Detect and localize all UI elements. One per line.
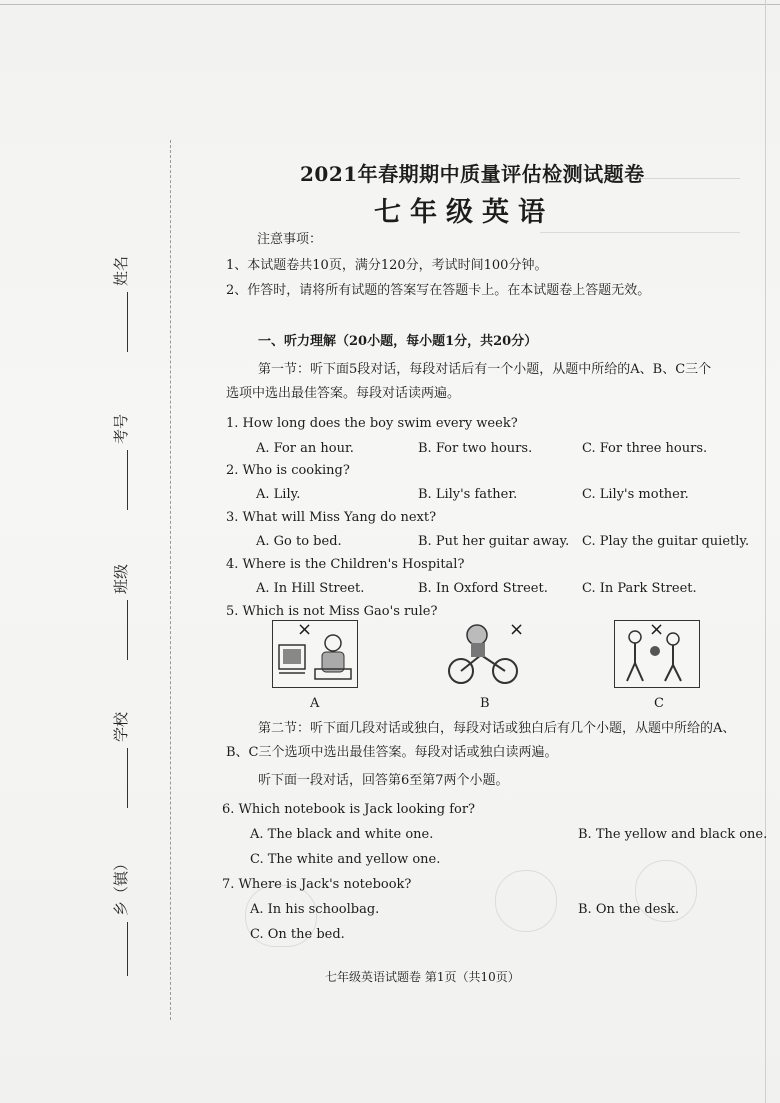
option-c: C. For three hours. bbox=[582, 441, 708, 456]
picture-label-b: B bbox=[480, 696, 490, 711]
part1-instructions-cont: 选项中选出最佳答案。每段对话读两遍。 bbox=[226, 386, 461, 401]
exam-subject: 七年级英语 bbox=[374, 197, 554, 228]
option-c: C. On the bed. bbox=[250, 927, 345, 942]
town-label: 乡（镇） bbox=[111, 856, 130, 917]
question-stem: 5. Which is not Miss Gao's rule? bbox=[226, 604, 438, 619]
option-c: C. The white and yellow one. bbox=[250, 852, 441, 867]
name-label: 姓名 bbox=[111, 255, 130, 286]
exam-title: 2021年春期期中质量评估检测试题卷 bbox=[300, 162, 645, 186]
part1-instructions: 第一节：听下面5段对话，每段对话后有一个小题，从题中所给的A、B、C三个 bbox=[258, 362, 712, 377]
question-stem: 7. Where is Jack's notebook? bbox=[222, 877, 412, 892]
picture-label-c: C bbox=[654, 696, 664, 711]
option-b: B. In Oxford Street. bbox=[418, 581, 548, 596]
school-label: 学校 bbox=[111, 711, 130, 742]
option-a: A. In his schoolbag. bbox=[250, 902, 380, 917]
bleed-through-texture bbox=[540, 232, 740, 245]
option-a: A. For an hour. bbox=[256, 441, 354, 456]
exam-number-label: 考号 bbox=[111, 413, 130, 444]
cross-icon: × bbox=[297, 619, 313, 640]
cross-icon: × bbox=[649, 619, 665, 640]
option-b: B. The yellow and black one. bbox=[578, 827, 768, 842]
option-c: C. In Park Street. bbox=[582, 581, 697, 596]
part2-subheading: 听下面一段对话，回答第6至第7两个小题。 bbox=[258, 773, 509, 788]
option-b: B. On the desk. bbox=[578, 902, 680, 917]
page-footer: 七年级英语试题卷 第1页（共10页） bbox=[325, 970, 520, 984]
part2-instructions: 第二节：听下面几段对话或独白，每段对话或独白后有几个小题，从题中所给的A、 bbox=[258, 721, 736, 736]
option-b: B. For two hours. bbox=[418, 441, 533, 456]
class-label: 班级 bbox=[111, 563, 130, 594]
class-underline bbox=[113, 600, 128, 660]
question-stem: 6. Which notebook is Jack looking for? bbox=[222, 802, 476, 817]
page-edge-right bbox=[765, 0, 766, 1103]
town-field bbox=[100, 856, 140, 976]
notice-heading: 注意事项： bbox=[257, 232, 323, 247]
picture-label-a: A bbox=[310, 696, 320, 711]
notice-item-2: 2、作答时，请将所有试题的答案写在答题卡上。在本试题卷上答题无效。 bbox=[226, 283, 651, 298]
option-a: A. In Hill Street. bbox=[256, 581, 365, 596]
tv-person-icon bbox=[273, 621, 357, 687]
exam-number-underline bbox=[113, 450, 128, 510]
class-field bbox=[100, 540, 140, 660]
name-field bbox=[100, 232, 140, 352]
bleed-through-texture bbox=[495, 870, 557, 932]
picture-a-tv-watching bbox=[272, 620, 358, 688]
exam-number-field bbox=[100, 390, 140, 510]
question-stem: 4. Where is the Children's Hospital? bbox=[226, 557, 465, 572]
town-underline bbox=[113, 922, 128, 976]
question-stem: 3. What will Miss Yang do next? bbox=[226, 510, 437, 525]
page-edge bbox=[0, 4, 780, 5]
binding-dashed-line bbox=[170, 140, 172, 1020]
school-underline bbox=[113, 748, 128, 808]
option-a: A. The black and white one. bbox=[250, 827, 434, 842]
option-b: B. Put her guitar away. bbox=[418, 534, 570, 549]
school-field bbox=[100, 688, 140, 808]
option-c: C. Lily's mother. bbox=[582, 487, 689, 502]
part2-instructions-cont: B、C三个选项中选出最佳答案。每段对话或独白读两遍。 bbox=[226, 745, 558, 760]
picture-c-ball-playing bbox=[614, 620, 700, 688]
option-a: A. Lily. bbox=[256, 487, 301, 502]
option-a: A. Go to bed. bbox=[256, 534, 342, 549]
notice-item-1: 1、本试题卷共10页，满分120分，考试时间100分钟。 bbox=[226, 258, 548, 273]
question-stem: 1. How long does the boy swim every week? bbox=[226, 416, 518, 431]
cross-icon: × bbox=[509, 619, 525, 640]
name-underline bbox=[113, 292, 128, 352]
question-stem: 2. Who is cooking? bbox=[226, 463, 350, 478]
option-b: B. Lily's father. bbox=[418, 487, 518, 502]
option-c: C. Play the guitar quietly. bbox=[582, 534, 750, 549]
picture-b-cycling bbox=[442, 620, 528, 688]
section-heading: 一、听力理解（20小题，每小题1分，共20分） bbox=[258, 334, 538, 349]
